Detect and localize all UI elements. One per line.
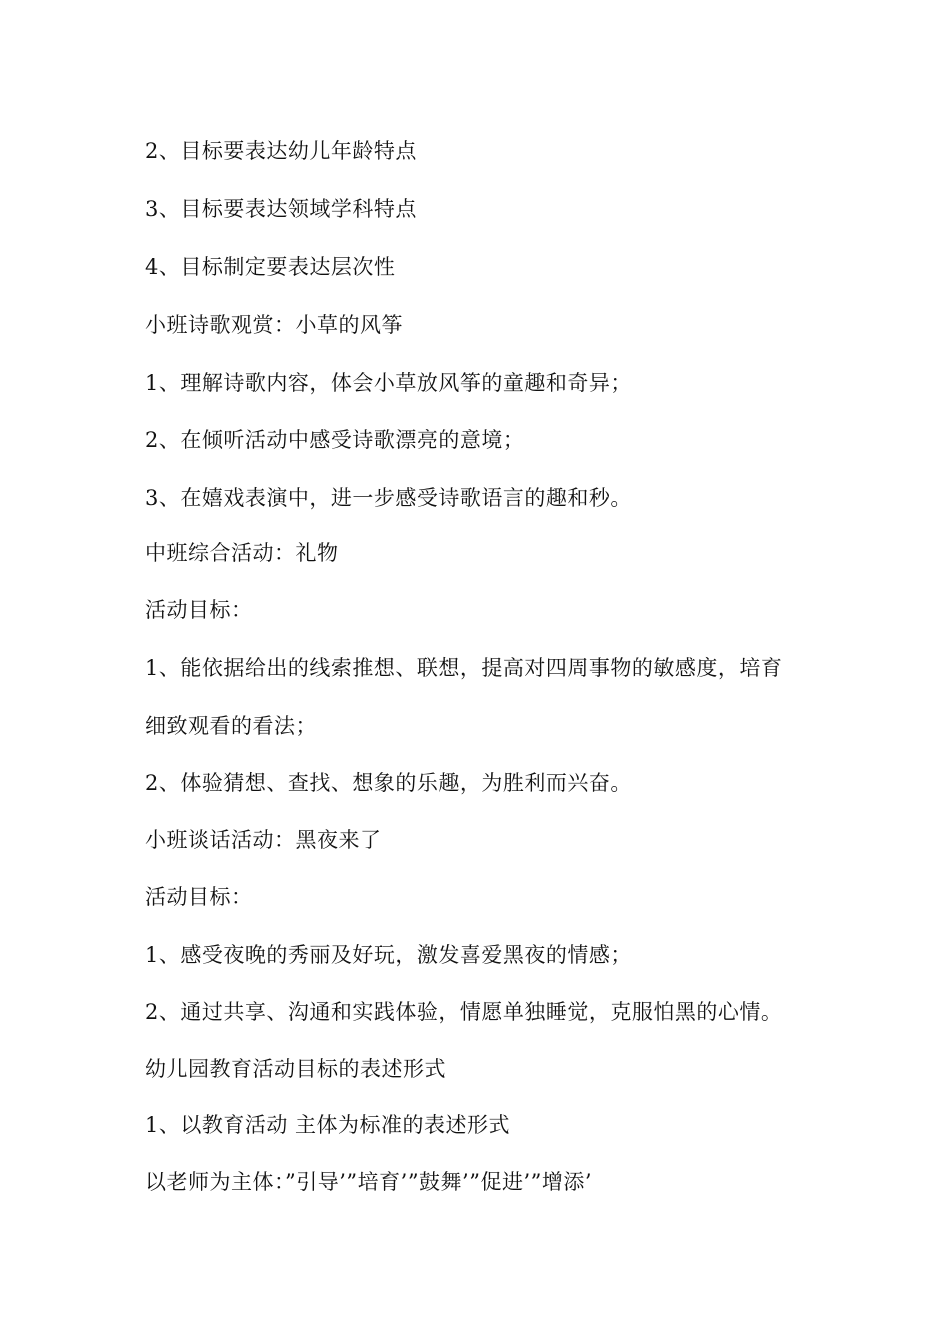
poem-goal-3: 3、在嬉戏表演中，进一步感受诗歌语言的趣和秒。 [145,486,632,510]
goal-hierarchy: 4、目标制定要表达层次性 [145,255,396,279]
gift-goal-2: 2、体验猜想、查找、想象的乐趣，为胜利而兴奋。 [145,771,632,795]
goal-domain-characteristics: 3、目标要表达领域学科特点 [145,197,417,221]
poem-goal-1: 1、理解诗歌内容，体会小草放风筝的童趣和奇异； [145,371,632,395]
gift-goal-1: 1、能依据给出的线索推想、联想，提高对四周事物的敏感度，培育 [145,656,783,680]
night-goal-2: 2、通过共享、沟通和实践体验，情愿单独睡觉，克服怕黑的心情。 [145,1000,783,1024]
night-goal-1: 1、感受夜晚的秀丽及好玩，激发喜爱黑夜的情感； [145,943,632,967]
section-heading-night: 小班谈话活动：黑夜来了 [145,828,382,852]
expression-form-1: 1、以教育活动 主体为标准的表述形式 [145,1113,511,1137]
section-heading-expression-forms: 幼儿园教育活动目标的表述形式 [145,1057,446,1081]
section-heading-poem: 小班诗歌观赏：小草的风筝 [145,313,403,337]
gift-goal-1-continued: 细致观看的看法； [145,714,317,738]
section-heading-gift: 中班综合活动：礼物 [145,541,339,565]
poem-goal-2: 2、在倾听活动中感受诗歌漂亮的意境； [145,428,525,452]
teacher-subject-verbs: 以老师为主体：”引导’”培育’”鼓舞’”促进’”增添’ [145,1170,593,1194]
goal-age-characteristics: 2、目标要表达幼儿年龄特点 [145,139,417,163]
activity-goals-label: 活动目标： [145,885,253,909]
activity-goals-label: 活动目标： [145,598,253,622]
